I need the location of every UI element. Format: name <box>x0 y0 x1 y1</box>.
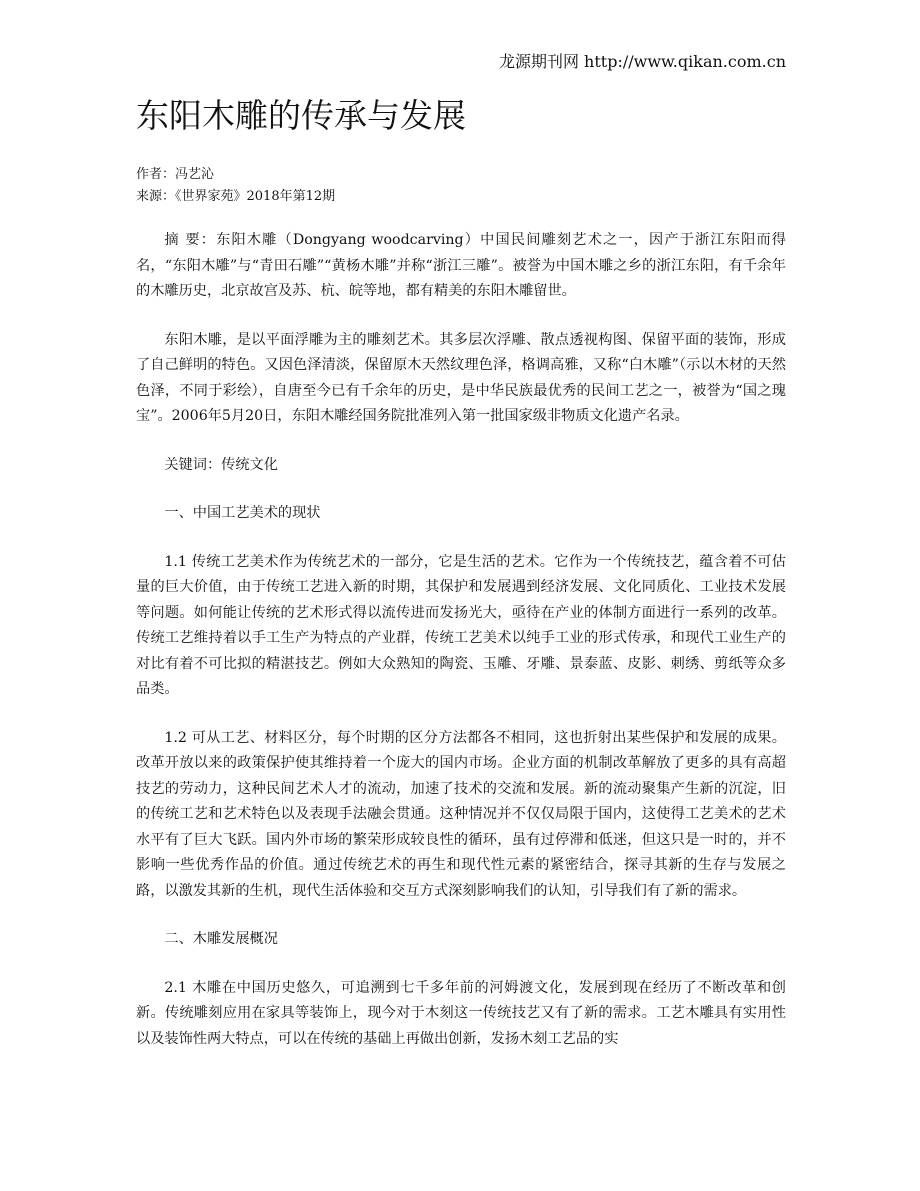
intro-paragraph: 东阳木雕，是以平面浮雕为主的雕刻艺术。其多层次浮雕、散点透视构图、保留平面的装饰，形成了自己鲜明的特色。又因色泽清淡，保留原木天然纹理色泽，格调高雅，又称“白木雕”（示以木材的天然色泽，不同于彩绘），自唐至今已有千余年的历史，是中华民族最优秀的民间工艺之一，被誉为“国之瑰宝”。2006年5月20日，东阳木雕经国务院批准列入第一批国家级非物质文化遗产名录。 <box>136 331 786 424</box>
article-meta <box>136 164 335 208</box>
source-line: 来源：《世界家苑》2018年第12期 <box>136 189 336 204</box>
paragraph-2-1: 2.1 木雕在中国历史悠久，可追溯到七千多年前的河姆渡文化，发展到现在经历了不断改革和创新。传统雕刻应用在家具等装饰上，现今对于木刻这一传统技艺又有了新的需求。工艺木雕具有实用性以及装饰性两大特点，可以在传统的基础上再做出创新，发扬木刻工艺品的实 <box>136 979 786 1047</box>
author-line: 作者：冯艺沁 <box>136 167 215 182</box>
article-body <box>136 228 786 1075</box>
site-header: 龙源期刊网 http://www.qikan.com.cn <box>498 52 786 71</box>
section-heading-2: 二、木雕发展概况 <box>164 931 278 947</box>
paragraph-1-2: 1.2 可从工艺、材料区分，每个时期的区分方法都各不相同，这也折射出某些保护和发展的成果。改革开放以来的政策保护使其维持着一个庞大的国内市场。企业方面的机制改革解放了更多的具有高超技艺的劳动力，这种民间艺术人才的流动，加速了技术的交流和发展。新的流动聚集产生新的沉淀，旧的传统工艺和艺术特色以及表现手法融会贯通。这种情况并不仅仅局限于国内，这使得工艺美术的艺术水平有了巨大飞跃。国内外市场的繁荣形成较良性的循环，虽有过停滞和低迷，但这只是一时的，并不影响一些优秀作品的价值。通过传统艺术的再生和现代性元素的紧密结合，探寻其新的生存与发展之路，以激发其新的生机，现代生活体验和交互方式深刻影响我们的认知，引导我们有了新的需求。 <box>136 729 786 899</box>
abstract-paragraph: 摘 要：东阳木雕（Dongyang woodcarving）中国民间雕刻艺术之一，因产于浙江东阳而得名，“东阳木雕”与“青田石雕”“黄杨木雕”并称“浙江三雕”。被誉为中国木雕之乡的浙江东阳，有千余年的木雕历史，北京故宫及苏、杭、皖等地，都有精美的东阳木雕留世。 <box>136 232 786 299</box>
article-title: 东阳木雕的传承与发展 <box>136 96 466 135</box>
paragraph-1-1: 1.1 传统工艺美术作为传统艺术的一部分，它是生活的艺术。它作为一个传统技艺，蕴含着不可估量的巨大价值，由于传统工艺进入新的时期，其保护和发展遇到经济发展、文化同质化、工业技术发展等问题。如何能让传统的艺术形式得以流传进而发扬光大，亟待在产业的体制方面进行一系列的改革。传统工艺维持着以手工生产为特点的产业群，传统工艺美术以纯手工业的形式传承，和现代工业生产的对比有着不可比拟的精湛技艺。例如大众熟知的陶瓷、玉雕、牙雕、景泰蓝、皮影、刺绣、剪纸等众多品类。 <box>136 553 786 697</box>
section-heading-1: 一、中国工艺美术的现状 <box>164 505 321 521</box>
keywords-line: 关键词：传统文化 <box>164 456 278 473</box>
